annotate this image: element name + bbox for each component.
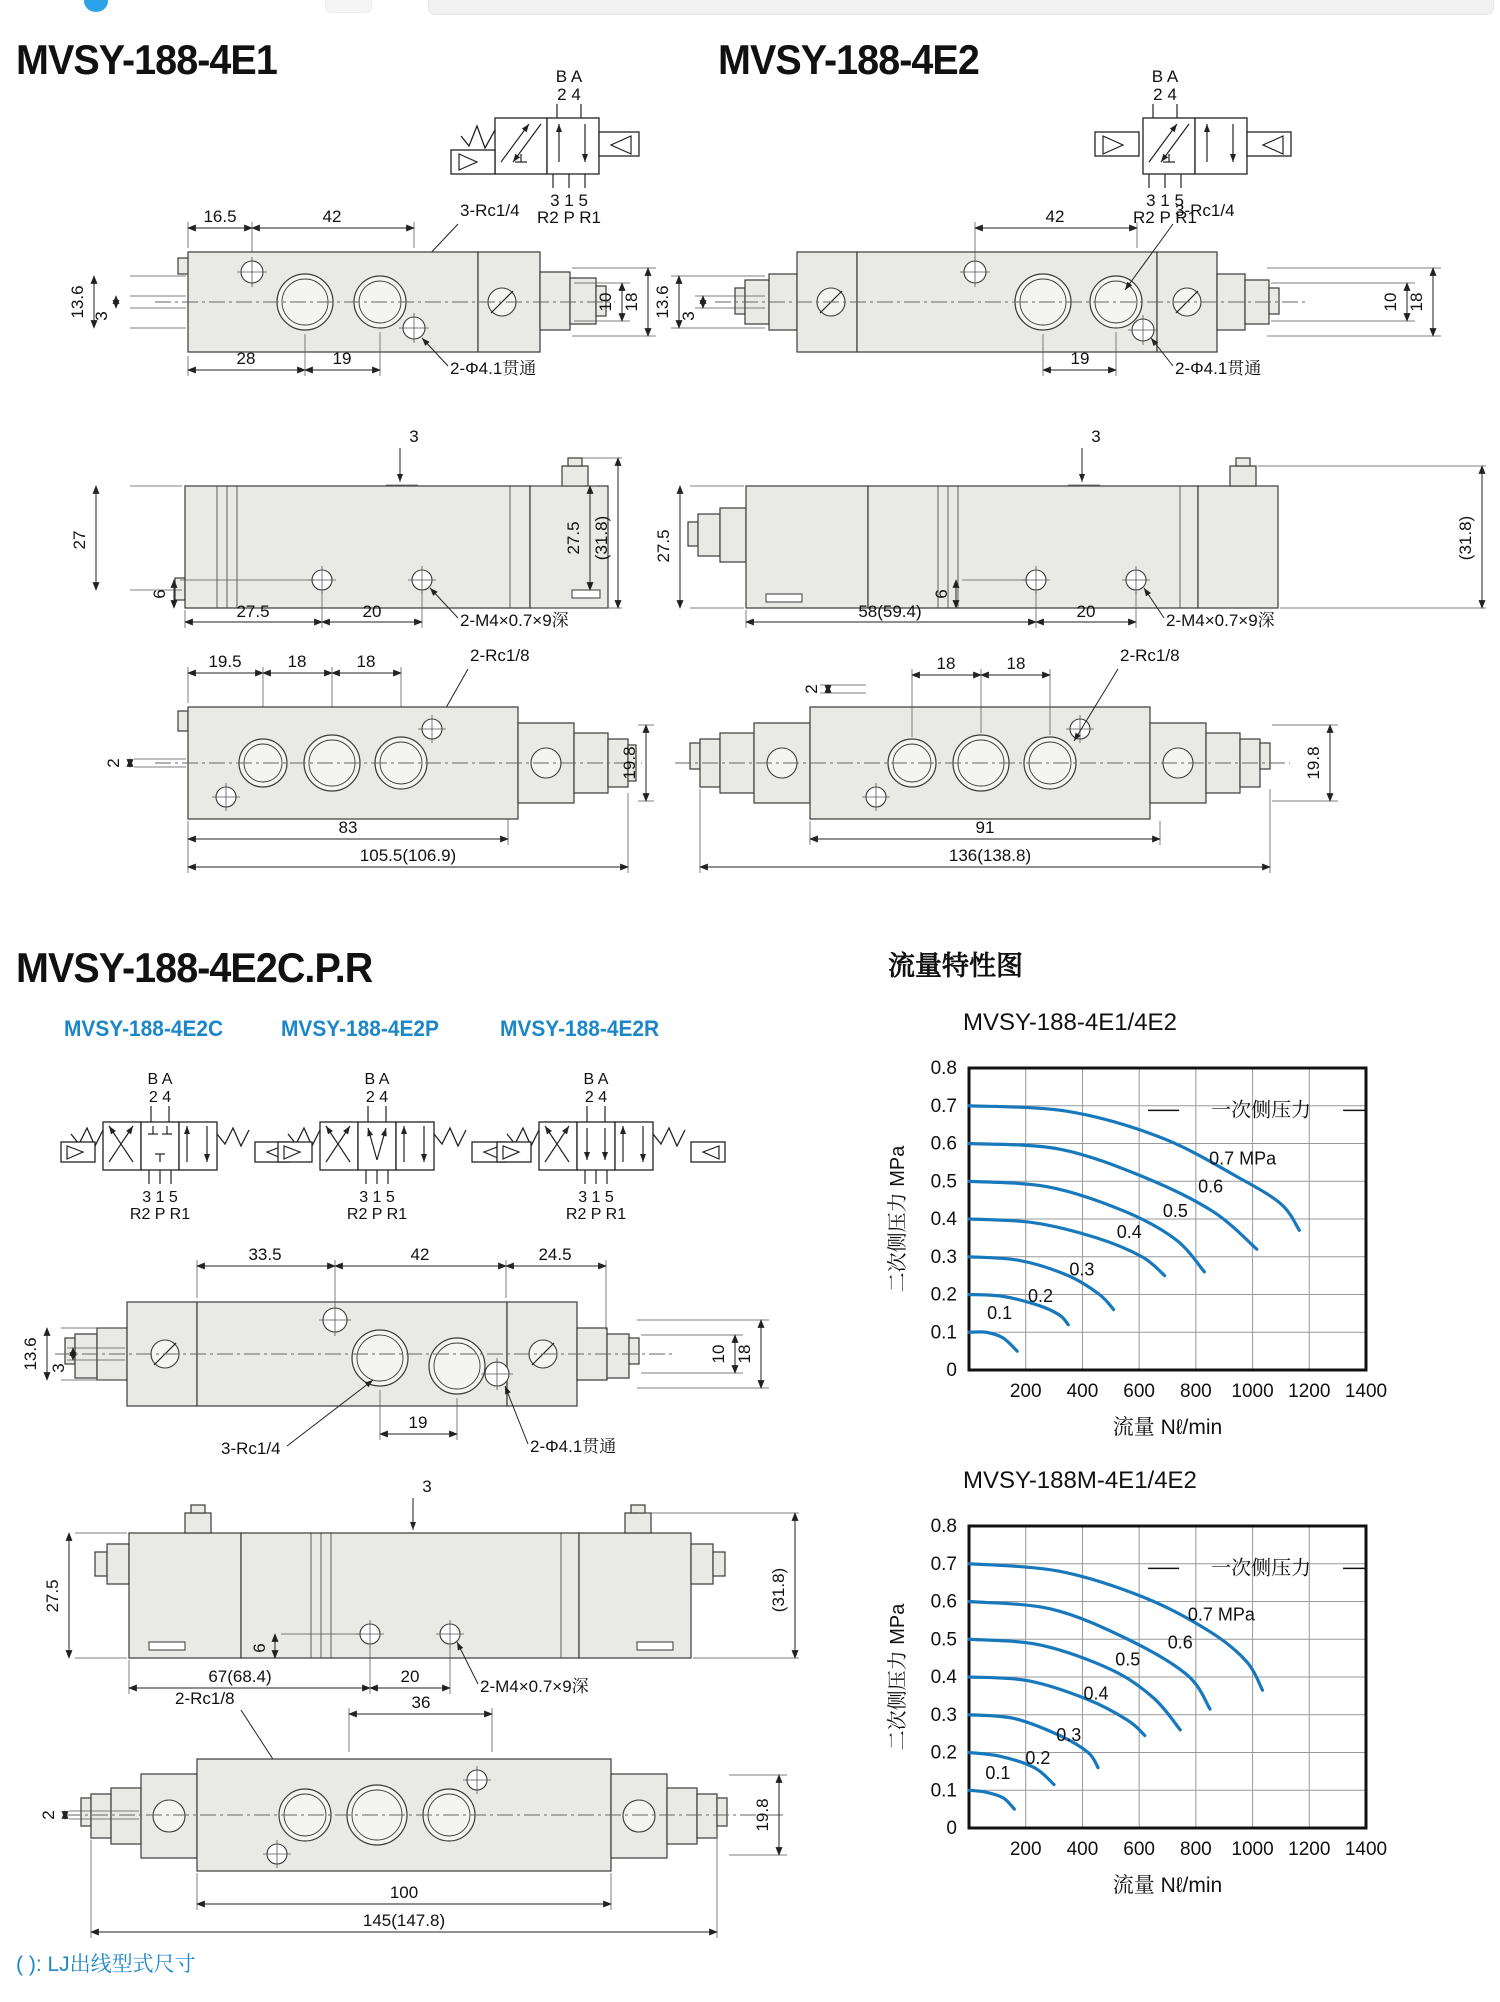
dim-label: 18: [356, 652, 376, 671]
drawing-4e2-side-view: [650, 428, 1500, 638]
dim-label: R2 P R1: [1133, 208, 1197, 227]
inlet-pressure-annotation: 一次侧压力: [1211, 1099, 1312, 1122]
dim-label: 136(138.8): [948, 846, 1032, 865]
dim-label: 18: [735, 1344, 754, 1364]
drawing-4e1-bottom-view: [70, 645, 650, 885]
dim-label: 6: [932, 589, 951, 599]
dim-label: 2-Φ4.1贯通: [530, 1437, 617, 1456]
dim-label: 18: [287, 652, 307, 671]
y-tick-label: 0.1: [930, 1780, 957, 1802]
dim-label: 2-Φ4.1贯通: [1175, 359, 1262, 378]
dim-label: 19.8: [753, 1798, 772, 1832]
dim-label: 6: [150, 589, 169, 599]
drawing-4e2-bottom-view: [650, 645, 1500, 885]
dim-label: 3 1 5: [142, 1189, 178, 1206]
dim-label: 3: [409, 427, 419, 446]
curve-label: 0.6: [1198, 1176, 1224, 1197]
dim-label: 2 4: [1153, 85, 1177, 104]
curve-label: 0.7 MPa: [1209, 1148, 1277, 1169]
curve-label: 0.2: [1025, 1747, 1051, 1768]
dim-label: 145(147.8): [362, 1911, 446, 1930]
section1-right-title: MVSY-188-4E2: [718, 36, 979, 83]
dim-label: 10: [596, 292, 615, 312]
dim-label: 67(68.4): [208, 1667, 272, 1686]
dim-label: 2 4: [557, 85, 581, 104]
dim-label: 19.5: [208, 652, 242, 671]
y-tick-label: 0.7: [930, 1095, 957, 1117]
y-tick-label: 0.3: [930, 1246, 957, 1268]
x-tick-label: 1200: [1288, 1839, 1331, 1860]
curve-label: 0.2: [1027, 1286, 1053, 1307]
y-tick-label: 0.6: [930, 1591, 957, 1613]
x-tick-label: 800: [1180, 1381, 1212, 1402]
dim-label: 27: [70, 530, 89, 550]
dim-label: 3: [1091, 427, 1101, 446]
dim-label: 2: [104, 758, 123, 768]
dim-label: 18: [622, 292, 641, 312]
x-tick-label: 800: [1180, 1839, 1212, 1860]
dim-label: 19.8: [620, 746, 639, 780]
curve-label: 0.4: [1083, 1683, 1109, 1704]
dim-label: 20: [362, 602, 382, 621]
dim-label: 20: [400, 1667, 420, 1686]
y-tick-label: 0.5: [930, 1629, 957, 1651]
dim-label: 2-Rc1/8: [470, 646, 530, 665]
variant-label-4e2r: MVSY-188-4E2R: [500, 1016, 660, 1041]
dim-label: 58(59.4): [858, 602, 922, 621]
x-tick-label: 1000: [1231, 1839, 1274, 1860]
valve-symbol-4e2p: [276, 1062, 511, 1227]
section2-title: MVSY-188-4E2C.P.R: [16, 944, 373, 991]
y-tick-label: 0.2: [930, 1742, 957, 1764]
drawing-4e1-side-view: [70, 428, 650, 638]
dim-label: B A: [364, 1071, 390, 1088]
dim-label: 13.6: [21, 1337, 40, 1371]
dim-label: 27.5: [43, 1579, 62, 1613]
y-tick-label: 0.3: [930, 1704, 957, 1726]
dim-label: 42: [410, 1245, 430, 1264]
dim-label: 3: [679, 311, 698, 321]
x-tick-label: 400: [1066, 1381, 1099, 1402]
x-tick-label: 600: [1123, 1381, 1155, 1402]
dim-label: 27.5: [236, 602, 270, 621]
variant-label-4e2p: MVSY-188-4E2P: [281, 1016, 439, 1041]
curve-label: 0.4: [1116, 1221, 1142, 1242]
x-tick-label: 200: [1009, 1381, 1042, 1402]
footnote-lj-dimension-note: ( ): LJ出线型式尺寸: [16, 1953, 196, 1976]
dim-label: 18: [1006, 654, 1026, 673]
flow-characteristics-header: 流量特性图: [888, 951, 1023, 981]
y-tick-label: 0.8: [930, 1058, 957, 1079]
flow-curve-0.1: [969, 1790, 1014, 1809]
dim-label: 19: [1070, 349, 1090, 368]
dim-label: 2-M4×0.7×9深: [460, 611, 569, 630]
dim-label: 2 4: [365, 1089, 389, 1106]
curve-label: 0.5: [1162, 1201, 1188, 1222]
dim-label: R2 P R1: [565, 1206, 627, 1223]
dim-label: 3 1 5: [1146, 191, 1184, 210]
section1-left-title: MVSY-188-4E1: [16, 36, 277, 83]
browser-favicon-icon: [84, 0, 108, 12]
dim-label: 42: [1045, 207, 1065, 226]
curve-label: 0.6: [1167, 1632, 1193, 1653]
curve-label: 0.5: [1115, 1649, 1141, 1670]
dim-label: (31.8): [1456, 515, 1475, 561]
x-tick-label: 600: [1123, 1839, 1155, 1860]
dim-label: 16.5: [203, 207, 237, 226]
dim-label: 18: [936, 654, 956, 673]
x-tick-label: 1400: [1344, 1839, 1388, 1860]
dim-label: 3 1 5: [550, 191, 588, 210]
dim-label: R2 P R1: [346, 1206, 408, 1223]
valve-symbol-4e2c: [59, 1062, 294, 1227]
dim-label: 2-M4×0.7×9深: [1166, 611, 1275, 630]
curve-label: 0.1: [987, 1303, 1013, 1324]
x-axis-title: 流量 Nℓ/min: [1112, 1416, 1223, 1439]
dim-label: 18: [1407, 292, 1426, 312]
dim-label: 3: [49, 1363, 68, 1373]
dim-label: B A: [555, 67, 583, 86]
valve-symbol-4e1: [435, 58, 665, 238]
dim-label: 6: [250, 1643, 269, 1653]
dim-label: 91: [975, 818, 995, 837]
dim-label: 2 4: [148, 1089, 172, 1106]
drawing-4e2cpr-bottom-view: [25, 1688, 815, 1943]
dim-label: 2 4: [584, 1089, 608, 1106]
y-tick-label: 0: [946, 1360, 957, 1381]
y-tick-label: 0.2: [930, 1284, 957, 1306]
dim-label: (31.8): [592, 515, 611, 561]
dim-label: 3-Rc1/4: [221, 1439, 281, 1458]
browser-tab-bar: [428, 0, 1494, 15]
dim-label: B A: [1151, 67, 1179, 86]
variant-label-4e2c: MVSY-188-4E2C: [64, 1016, 224, 1041]
dim-label: 100: [389, 1883, 419, 1902]
x-tick-label: 1200: [1288, 1381, 1331, 1402]
dim-label: 2: [802, 684, 821, 694]
y-tick-label: 0.7: [930, 1553, 957, 1575]
dim-label: 2-M4×0.7×9深: [480, 1677, 589, 1696]
y-tick-label: 0: [946, 1818, 957, 1839]
flow-chart-mvsy-188: [880, 1000, 1440, 1450]
inlet-pressure-annotation: 一次侧压力: [1211, 1557, 1312, 1580]
flow-curve-0.2: [969, 1295, 1068, 1325]
x-tick-label: 200: [1009, 1839, 1042, 1860]
dim-label: 3: [422, 1477, 432, 1496]
dim-label: 28: [236, 349, 256, 368]
chart-title: MVSY-188-4E1/4E2: [963, 1009, 1177, 1036]
dim-label: 33.5: [248, 1245, 282, 1264]
y-axis-title: 二次侧压力 MPa: [887, 1145, 909, 1293]
x-tick-label: 1000: [1231, 1381, 1274, 1402]
dim-label: 27.5: [654, 529, 673, 563]
dim-label: 2-Φ4.1贯通: [450, 359, 537, 378]
chart-title: MVSY-188M-4E1/4E2: [963, 1467, 1197, 1494]
y-tick-label: 0.4: [930, 1209, 957, 1230]
flow-curve-0.1: [969, 1332, 1017, 1351]
y-tick-label: 0.5: [930, 1171, 957, 1193]
dim-label: 36: [411, 1693, 431, 1712]
dim-label: 13.6: [68, 285, 87, 319]
dim-label: 3: [92, 311, 111, 321]
valve-symbol-4e2r: [495, 1062, 730, 1227]
dim-label: 10: [709, 1344, 728, 1364]
dim-label: B A: [583, 1071, 609, 1088]
browser-tab-stub: [325, 0, 372, 13]
curve-label: 0.1: [985, 1762, 1011, 1783]
dim-label: 3-Rc1/4: [1175, 201, 1235, 220]
dim-label: 2-Rc1/8: [175, 1689, 235, 1708]
curve-label: 0.3: [1069, 1259, 1095, 1280]
dim-label: 20: [1076, 602, 1096, 621]
dim-label: R2 P R1: [537, 208, 601, 227]
x-tick-label: 1400: [1344, 1381, 1388, 1402]
x-tick-label: 400: [1066, 1839, 1099, 1860]
dim-label: R2 P R1: [129, 1206, 191, 1223]
y-axis-title: 二次侧压力 MPa: [887, 1603, 909, 1751]
dim-label: 3 1 5: [359, 1189, 395, 1206]
curve-label: 0.7 MPa: [1187, 1604, 1255, 1625]
x-axis-title: 流量 Nℓ/min: [1112, 1874, 1223, 1897]
drawing-4e2cpr-side-view: [25, 1478, 815, 1718]
dim-label: 3 1 5: [578, 1189, 614, 1206]
dim-label: 42: [322, 207, 342, 226]
drawing-4e2cpr-top-view: [21, 1240, 805, 1475]
y-tick-label: 0.1: [930, 1322, 957, 1344]
dim-label: 19.8: [1304, 746, 1323, 780]
valve-symbol-4e2: [1065, 58, 1295, 238]
y-tick-label: 0.4: [930, 1667, 957, 1688]
dim-label: 24.5: [538, 1245, 572, 1264]
dim-label: B A: [147, 1071, 173, 1088]
dim-label: 83: [338, 818, 358, 837]
dim-label: 19: [332, 349, 352, 368]
dim-label: 3-Rc1/4: [460, 201, 520, 220]
dim-label: (31.8): [769, 1567, 788, 1613]
curve-label: 0.3: [1056, 1725, 1082, 1746]
flow-chart-mvsy-188m: [880, 1458, 1440, 1908]
dim-label: 27.5: [564, 521, 583, 555]
dim-label: 13.6: [653, 285, 672, 319]
dim-label: 2-Rc1/8: [1120, 646, 1180, 665]
dim-label: 105.5(106.9): [359, 846, 457, 865]
dim-label: 10: [1381, 292, 1400, 312]
y-tick-label: 0.8: [930, 1516, 957, 1537]
y-tick-label: 0.6: [930, 1133, 957, 1155]
dim-label: 19: [408, 1413, 428, 1432]
dim-label: 2: [39, 1810, 58, 1820]
